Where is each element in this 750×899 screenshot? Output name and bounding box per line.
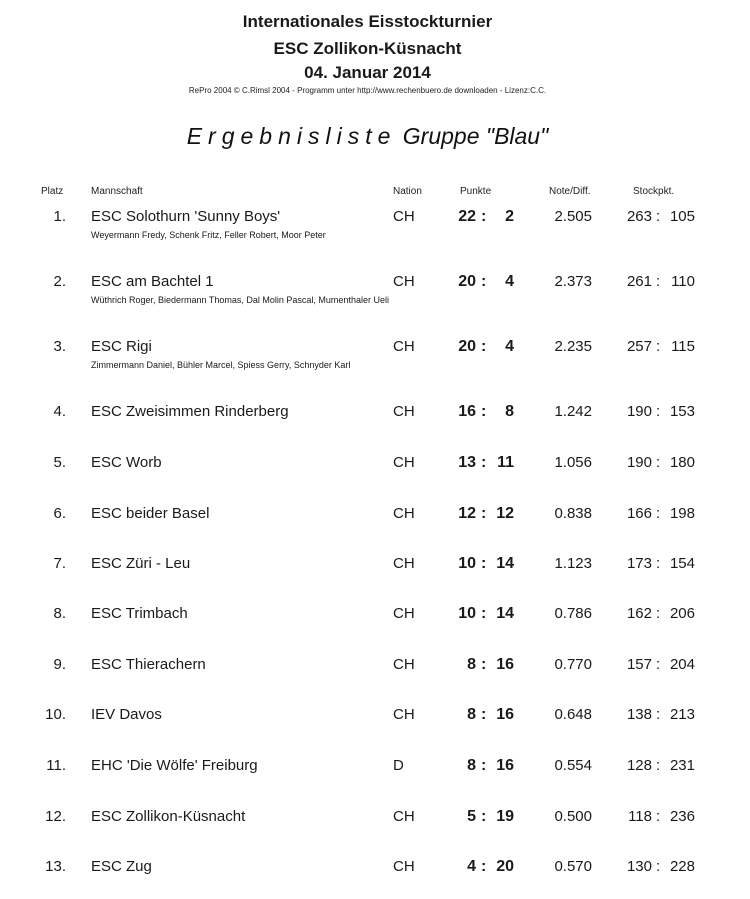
points-separator: : [481, 605, 487, 622]
rank-cell: 4. [53, 403, 66, 420]
note-diff: 2.373 [554, 273, 592, 290]
team-name: ESC Rigi [91, 338, 152, 355]
stock-points-separator: : [656, 208, 661, 225]
note-diff: 0.554 [554, 757, 592, 774]
stock-points-against: 110 [671, 273, 695, 290]
points-separator: : [481, 757, 487, 774]
nation-cell: CH [393, 858, 415, 875]
points-separator: : [481, 706, 487, 723]
stock-points-against: 236 [669, 808, 695, 825]
team-name: ESC beider Basel [91, 505, 210, 522]
table-row [0, 808, 750, 848]
nation-cell: CH [393, 273, 415, 290]
nation-cell: CH [393, 605, 415, 622]
col-header-punkte: Punkte [460, 186, 492, 197]
points-for: 16 [458, 403, 476, 420]
stock-points-against: 213 [669, 706, 695, 723]
points-against: 16 [496, 757, 514, 774]
note-diff: 1.242 [554, 403, 592, 420]
points-separator: : [481, 208, 487, 225]
stock-points-against: 206 [669, 605, 695, 622]
points-separator: : [481, 858, 487, 875]
col-header-note: Note/Diff. [549, 186, 591, 197]
points-against: 12 [496, 505, 514, 522]
section-title-group: Gruppe "Blau" [402, 123, 549, 149]
stock-points-against: 153 [669, 403, 695, 420]
team-name: ESC Züri - Leu [91, 555, 191, 572]
rank-cell: 1. [53, 208, 66, 225]
nation-cell: D [393, 757, 404, 774]
stock-points-for: 162 [626, 605, 652, 622]
stock-points-separator: : [656, 273, 661, 290]
points-against: 8 [505, 403, 514, 420]
rank-cell: 11. [46, 757, 66, 774]
section-title-main: Ergebnisliste [186, 123, 397, 149]
stock-points-against: 154 [669, 555, 695, 572]
team-name: ESC Worb [91, 454, 162, 471]
rank-cell: 10. [45, 706, 66, 723]
col-header-platz: Platz [41, 186, 64, 197]
points-against: 19 [496, 808, 514, 825]
points-separator: : [481, 273, 487, 290]
points-for: 4 [467, 858, 476, 875]
table-row [0, 454, 750, 494]
points-for: 20 [458, 273, 476, 290]
note-diff: 2.505 [554, 208, 592, 225]
rank-cell: 3. [53, 338, 66, 355]
rank-cell: 5. [53, 454, 66, 471]
table-row [0, 273, 750, 313]
nation-cell: CH [393, 555, 415, 572]
stock-points-separator: : [656, 505, 661, 522]
note-diff: 0.500 [554, 808, 592, 825]
stock-points-separator: : [656, 757, 661, 774]
stock-points-for: 173 [626, 555, 652, 572]
stock-points-separator: : [656, 656, 661, 673]
team-name: EHC 'Die Wölfe' Freiburg [91, 757, 258, 774]
points-against: 16 [496, 706, 514, 723]
points-for: 13 [458, 454, 476, 471]
table-row [0, 555, 750, 595]
stock-points-against: 105 [669, 208, 695, 225]
points-separator: : [481, 505, 487, 522]
rank-cell: 2. [53, 273, 66, 290]
software-credit: RePro 2004 © C.Rimsl 2004 - Programm unter http://www.rechenbuero.de downloaden - Lizenz:C.C. [188, 86, 547, 95]
stock-points-for: 261 [626, 273, 652, 290]
nation-cell: CH [393, 454, 415, 471]
nation-cell: CH [393, 338, 415, 355]
points-against: 4 [505, 338, 514, 355]
points-for: 10 [458, 605, 476, 622]
table-row [0, 208, 750, 248]
points-against: 4 [505, 273, 514, 290]
table-row [0, 605, 750, 645]
stock-points-for: 166 [626, 505, 652, 522]
points-for: 22 [458, 208, 476, 225]
table-row [0, 505, 750, 545]
points-against: 20 [496, 858, 514, 875]
points-for: 20 [458, 338, 476, 355]
team-name: ESC Solothurn 'Sunny Boys' [91, 208, 281, 225]
stock-points-separator: : [656, 706, 661, 723]
team-name: ESC Trimbach [91, 605, 188, 622]
points-against: 14 [496, 605, 514, 622]
note-diff: 1.123 [554, 555, 592, 572]
note-diff: 0.648 [554, 706, 592, 723]
points-separator: : [481, 338, 487, 355]
nation-cell: CH [393, 706, 415, 723]
note-diff: 0.570 [554, 858, 592, 875]
team-name: ESC Zollikon-Küsnacht [91, 808, 246, 825]
points-against: 16 [496, 656, 514, 673]
stock-points-for: 128 [626, 757, 652, 774]
stock-points-for: 263 [626, 208, 652, 225]
table-row [0, 338, 750, 378]
note-diff: 2.235 [554, 338, 592, 355]
stock-points-against: 180 [669, 454, 695, 471]
stock-points-for: 257 [626, 338, 652, 355]
stock-points-for: 138 [626, 706, 652, 723]
col-header-stockpkt: Stockpkt. [633, 186, 675, 197]
stock-points-for: 130 [626, 858, 652, 875]
points-separator: : [481, 808, 487, 825]
points-for: 5 [467, 808, 476, 825]
points-against: 11 [497, 454, 514, 471]
nation-cell: CH [393, 505, 415, 522]
points-for: 10 [458, 555, 476, 572]
points-against: 2 [505, 208, 514, 225]
col-header-nation: Nation [393, 186, 422, 197]
note-diff: 0.838 [554, 505, 592, 522]
stock-points-separator: : [656, 605, 661, 622]
rank-cell: 8. [53, 605, 66, 622]
stock-points-for: 118 [628, 808, 652, 825]
team-players: Wüthrich Roger, Biedermann Thomas, Dal Molin Pascal, Mumenthaler Ueli [91, 295, 389, 305]
stock-points-against: 231 [669, 757, 695, 774]
rank-cell: 6. [53, 505, 66, 522]
nation-cell: CH [393, 656, 415, 673]
stock-points-for: 157 [626, 656, 652, 673]
nation-cell: CH [393, 808, 415, 825]
stock-points-against: 198 [669, 505, 695, 522]
section-title [0, 123, 735, 150]
points-for: 8 [467, 656, 476, 673]
team-players: Zimmermann Daniel, Bühler Marcel, Spiess Gerry, Schnyder Karl [91, 360, 351, 370]
points-separator: : [481, 403, 487, 420]
points-for: 12 [458, 505, 476, 522]
nation-cell: CH [393, 403, 415, 420]
stock-points-against: 204 [669, 656, 695, 673]
host-club: ESC Zollikon-Küsnacht [273, 39, 462, 58]
stock-points-for: 190 [626, 454, 652, 471]
stock-points-separator: : [656, 808, 661, 825]
stock-points-separator: : [656, 403, 661, 420]
team-name: ESC Zweisimmen Rinderberg [91, 403, 289, 420]
rank-cell: 9. [53, 656, 66, 673]
rank-cell: 13. [45, 858, 66, 875]
tournament-title: Internationales Eisstockturnier [242, 12, 493, 31]
points-separator: : [481, 555, 487, 572]
team-name: ESC am Bachtel 1 [91, 273, 214, 290]
team-players: Weyermann Fredy, Schenk Fritz, Feller Robert, Moor Peter [91, 230, 326, 240]
team-name: ESC Thierachern [91, 656, 206, 673]
rank-cell: 7. [53, 555, 66, 572]
team-name: ESC Zug [91, 858, 152, 875]
stock-points-separator: : [656, 454, 661, 471]
table-row [0, 757, 750, 797]
table-row [0, 858, 750, 898]
stock-points-for: 190 [626, 403, 652, 420]
note-diff: 0.770 [554, 656, 592, 673]
points-separator: : [481, 454, 487, 471]
points-against: 14 [496, 555, 514, 572]
col-header-mannschaft: Mannschaft [91, 186, 143, 197]
event-date: 04. Januar 2014 [304, 63, 431, 82]
rank-cell: 12. [45, 808, 66, 825]
table-row [0, 403, 750, 443]
points-for: 8 [467, 706, 476, 723]
nation-cell: CH [393, 208, 415, 225]
points-for: 8 [467, 757, 476, 774]
stock-points-separator: : [656, 555, 661, 572]
stock-points-separator: : [656, 338, 661, 355]
stock-points-against: 228 [669, 858, 695, 875]
note-diff: 0.786 [554, 605, 592, 622]
note-diff: 1.056 [554, 454, 592, 471]
table-row [0, 706, 750, 746]
table-row [0, 656, 750, 696]
stock-points-against: 115 [671, 338, 695, 355]
team-name: IEV Davos [91, 706, 162, 723]
stock-points-separator: : [656, 858, 661, 875]
points-separator: : [481, 656, 487, 673]
